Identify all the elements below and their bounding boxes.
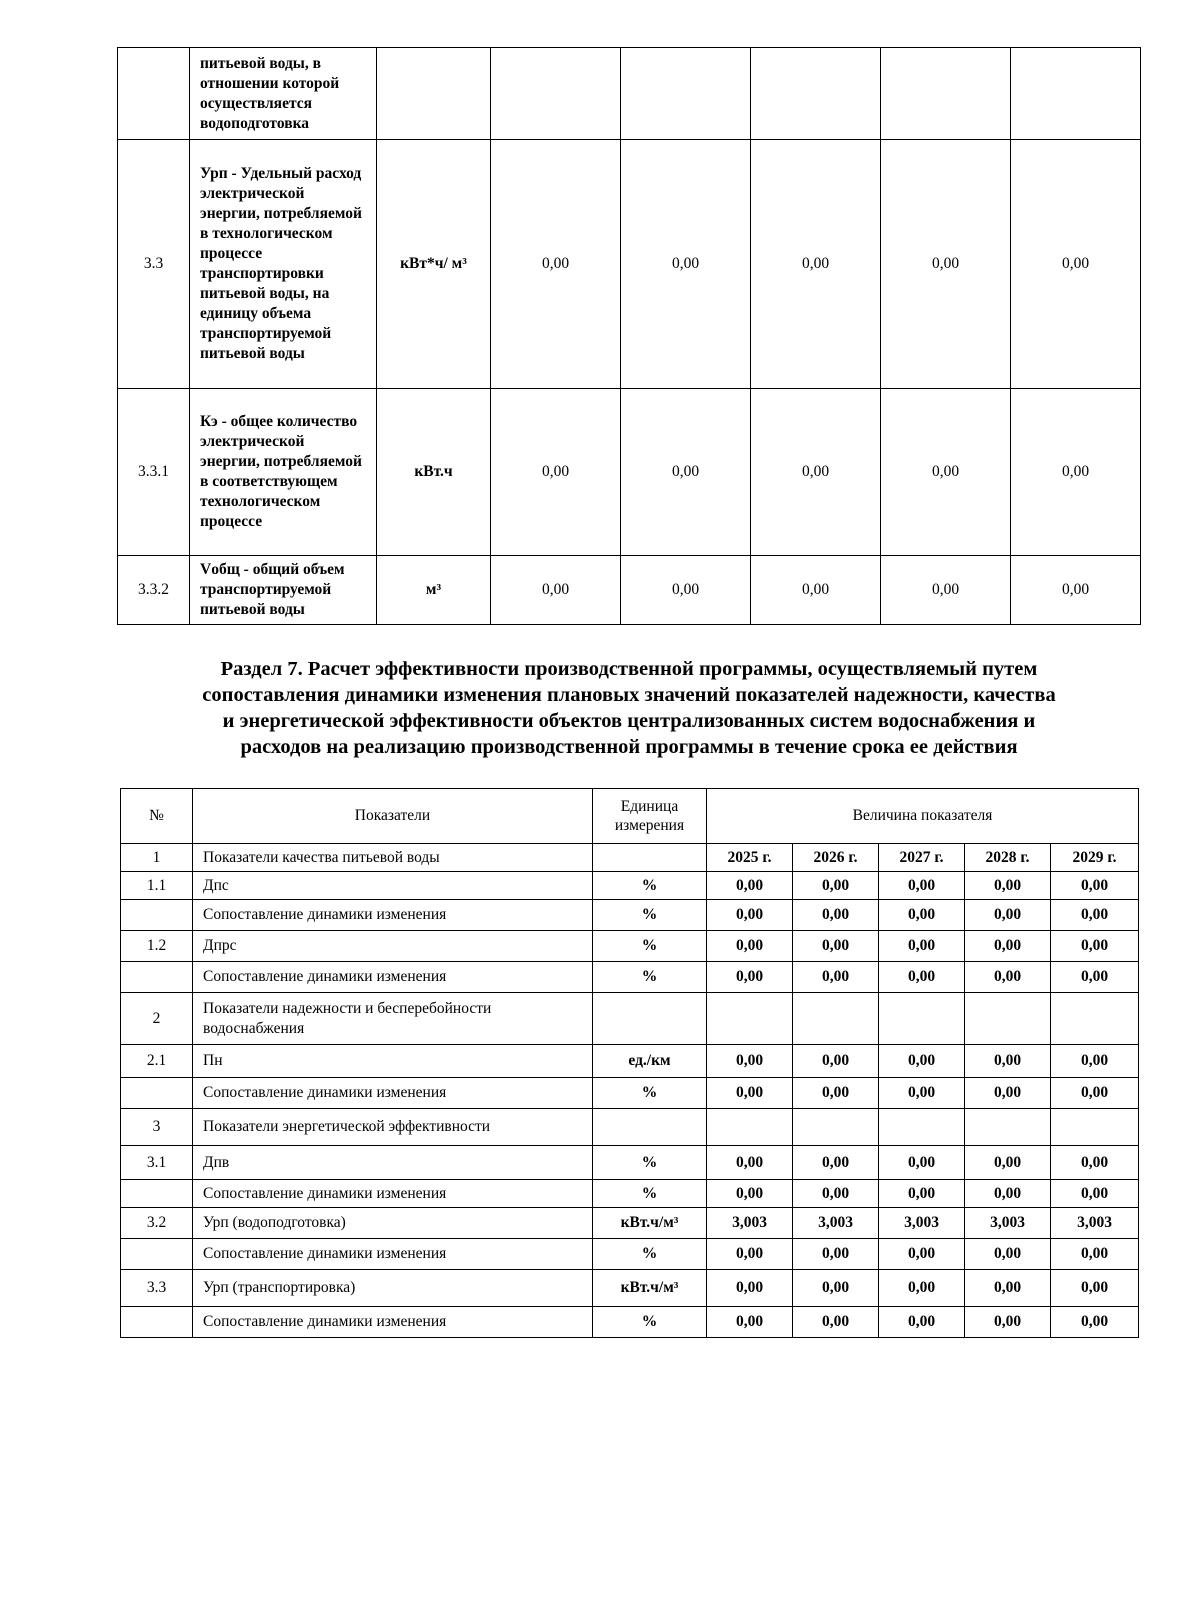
indicator-name: Урп (водоподготовка) (193, 1208, 593, 1239)
row-number (121, 1078, 193, 1109)
row-number: 1 (121, 844, 193, 872)
value-cell (793, 1109, 879, 1146)
value-cell: 0,00 (965, 1180, 1051, 1208)
value-cell: 0,00 (879, 872, 965, 900)
value-cell: 0,00 (793, 962, 879, 993)
value-cell: 0,00 (1011, 389, 1141, 556)
table-row (121, 1180, 1139, 1208)
heading-line: и энергетической эффективности объектов централизованных систем водоснабжения и (222, 710, 1036, 732)
value-cell: 0,00 (879, 1307, 965, 1338)
value-cell (879, 993, 965, 1045)
table-row (121, 844, 1139, 872)
table-row (121, 1239, 1139, 1270)
value-cell: 0,00 (707, 1307, 793, 1338)
value-cell: 0,00 (881, 140, 1011, 389)
value-cell: 0,00 (1011, 140, 1141, 389)
value-cell: 0,00 (707, 962, 793, 993)
value-cell: 3,003 (793, 1208, 879, 1239)
value-cell: 0,00 (879, 1045, 965, 1078)
unit-cell (377, 48, 491, 140)
year-cell: 2029 г. (1051, 844, 1139, 872)
value-cell: 0,00 (1051, 931, 1139, 962)
value-cell (707, 1109, 793, 1146)
value-cell (1051, 1109, 1139, 1146)
table-row (118, 556, 1141, 625)
row-number (121, 1180, 193, 1208)
value-cell: 0,00 (1051, 1045, 1139, 1078)
header-unit-line: измерения (614, 817, 685, 834)
table-row (121, 1270, 1139, 1307)
year-cell: 2028 г. (965, 844, 1051, 872)
value-cell: 0,00 (965, 1239, 1051, 1270)
value-cell: 0,00 (621, 556, 751, 625)
row-number: 3.3.2 (118, 556, 190, 625)
indicator-name: Сопоставление динамики изменения (193, 1078, 593, 1109)
table-row (121, 1078, 1139, 1109)
indicator-name: Сопоставление динамики изменения (193, 900, 593, 931)
value-cell: 0,00 (879, 1078, 965, 1109)
unit-cell: кВт.ч/м³ (593, 1270, 707, 1307)
value-cell: 0,00 (707, 1045, 793, 1078)
value-cell (707, 993, 793, 1045)
value-cell: 0,00 (707, 1239, 793, 1270)
indicator-description: питьевой воды, в отношении которой осуществляется водоподготовка (190, 48, 377, 140)
table-row (121, 993, 1139, 1045)
indicator-name: Сопоставление динамики изменения (193, 1307, 593, 1338)
unit-cell: ед./км (593, 1045, 707, 1078)
row-number: 2.1 (121, 1045, 193, 1078)
value-cell: 0,00 (1051, 1146, 1139, 1180)
value-cell: 0,00 (621, 389, 751, 556)
row-number (118, 48, 190, 140)
unit-cell: % (593, 1180, 707, 1208)
value-cell: 0,00 (793, 1146, 879, 1180)
row-number: 1.1 (121, 872, 193, 900)
header-indicators: Показатели (193, 789, 593, 844)
row-number: 3.1 (121, 1146, 193, 1180)
value-cell: 0,00 (1051, 1307, 1139, 1338)
value-cell: 0,00 (793, 931, 879, 962)
indicator-name: Дпс (193, 872, 593, 900)
value-cell: 0,00 (1051, 1180, 1139, 1208)
value-cell: 0,00 (707, 1180, 793, 1208)
efficiency-comparison-table (120, 788, 1139, 1338)
value-cell: 0,00 (881, 389, 1011, 556)
value-cell: 0,00 (879, 962, 965, 993)
value-cell: 0,00 (793, 1180, 879, 1208)
row-number (121, 1239, 193, 1270)
row-number (121, 1307, 193, 1338)
heading-line: Раздел 7. Расчет эффективности производственной программы, осуществляемый путем (220, 658, 1038, 680)
unit-cell: % (593, 1307, 707, 1338)
unit-cell: % (593, 1146, 707, 1180)
value-cell: 0,00 (965, 872, 1051, 900)
value-cell: 0,00 (965, 900, 1051, 931)
unit-cell: % (593, 931, 707, 962)
unit-cell (593, 1109, 707, 1146)
value-cell: 0,00 (965, 1307, 1051, 1338)
indicator-name: Сопоставление динамики изменения (193, 1180, 593, 1208)
unit-cell: % (593, 1239, 707, 1270)
table-row (121, 1208, 1139, 1239)
unit-cell: % (593, 872, 707, 900)
row-number: 3.2 (121, 1208, 193, 1239)
indicator-name: Дпрс (193, 931, 593, 962)
value-cell: 0,00 (707, 1078, 793, 1109)
unit-cell: м³ (377, 556, 491, 625)
row-number (121, 962, 193, 993)
value-cell: 0,00 (491, 389, 621, 556)
value-cell: 0,00 (1051, 1270, 1139, 1307)
table-row (118, 389, 1141, 556)
value-cell (965, 993, 1051, 1045)
year-cell: 2027 г. (879, 844, 965, 872)
unit-cell: кВт.ч (377, 389, 491, 556)
indicator-description: Урп - Удельный расход электрической энергии, потребляемой в технологическом процессе транспортировки питьевой воды, на единицу объема транспортируемой питьевой воды (190, 140, 377, 389)
unit-cell: % (593, 1078, 707, 1109)
header-number: № (121, 789, 193, 844)
value-cell: 0,00 (793, 1307, 879, 1338)
unit-cell: % (593, 900, 707, 931)
unit-cell (593, 844, 707, 872)
header-unit (593, 789, 707, 844)
value-cell: 3,003 (1051, 1208, 1139, 1239)
indicator-description: Кэ - общее количество электрической энергии, потребляемой в соответствующем технологическом процессе (190, 389, 377, 556)
value-cell: 0,00 (491, 556, 621, 625)
indicator-name: Урп (транспортировка) (193, 1270, 593, 1307)
value-cell (491, 48, 621, 140)
year-cell: 2025 г. (707, 844, 793, 872)
value-cell (751, 48, 881, 140)
value-cell: 0,00 (965, 1078, 1051, 1109)
value-cell: 0,00 (793, 872, 879, 900)
unit-cell: кВт*ч/ м³ (377, 140, 491, 389)
unit-cell: кВт.ч/м³ (593, 1208, 707, 1239)
efficiency-indicators-table-continuation (117, 47, 1141, 625)
table-row (121, 1307, 1139, 1338)
value-cell: 0,00 (879, 1146, 965, 1180)
value-cell: 0,00 (965, 1270, 1051, 1307)
value-cell: 0,00 (879, 1270, 965, 1307)
value-cell: 0,00 (707, 900, 793, 931)
value-cell: 0,00 (1051, 872, 1139, 900)
unit-cell: % (593, 962, 707, 993)
indicator-name: Сопоставление динамики изменения (193, 1239, 593, 1270)
value-cell: 0,00 (879, 931, 965, 962)
indicator-name: Пн (193, 1045, 593, 1078)
value-cell (879, 1109, 965, 1146)
heading-line: сопоставления динамики изменения плановых значений показателей надежности, качества (202, 684, 1056, 706)
unit-cell (593, 993, 707, 1045)
value-cell: 0,00 (1011, 556, 1141, 625)
row-number: 2 (121, 993, 193, 1045)
value-cell: 0,00 (707, 1146, 793, 1180)
table-row (121, 962, 1139, 993)
indicator-name: Сопоставление динамики изменения (193, 962, 593, 993)
value-cell: 0,00 (965, 931, 1051, 962)
value-cell: 0,00 (751, 556, 881, 625)
table-row (121, 1146, 1139, 1180)
value-cell: 0,00 (707, 931, 793, 962)
value-cell: 0,00 (1051, 1239, 1139, 1270)
value-cell: 0,00 (879, 1180, 965, 1208)
value-cell (621, 48, 751, 140)
value-cell: 0,00 (793, 1045, 879, 1078)
row-number: 1.2 (121, 931, 193, 962)
value-cell: 3,003 (707, 1208, 793, 1239)
heading-line: расходов на реализацию производственной программы в течение срока ее действия (240, 736, 1018, 758)
indicator-name: Показатели энергетической эффективности (193, 1109, 593, 1146)
value-cell: 0,00 (793, 900, 879, 931)
value-cell (965, 1109, 1051, 1146)
table-row (118, 140, 1141, 389)
value-cell: 3,003 (965, 1208, 1051, 1239)
value-cell: 0,00 (793, 1078, 879, 1109)
value-cell: 0,00 (1051, 900, 1139, 931)
value-cell: 0,00 (707, 1270, 793, 1307)
row-number: 3.3 (121, 1270, 193, 1307)
header-unit-line: Единица (620, 798, 679, 815)
header-value: Величина показателя (707, 789, 1139, 844)
row-number: 3 (121, 1109, 193, 1146)
value-cell (1051, 993, 1139, 1045)
value-cell: 0,00 (707, 872, 793, 900)
value-cell: 0,00 (879, 900, 965, 931)
table-row (121, 900, 1139, 931)
value-cell: 0,00 (879, 1239, 965, 1270)
value-cell: 0,00 (1051, 1078, 1139, 1109)
value-cell: 0,00 (793, 1239, 879, 1270)
value-cell: 0,00 (491, 140, 621, 389)
year-cell: 2026 г. (793, 844, 879, 872)
value-cell (793, 993, 879, 1045)
indicator-description: Vобщ - общий объем транспортируемой питьевой воды (190, 556, 377, 625)
value-cell: 0,00 (621, 140, 751, 389)
row-number: 3.3.1 (118, 389, 190, 556)
value-cell: 0,00 (965, 1146, 1051, 1180)
indicator-name: Дпв (193, 1146, 593, 1180)
table-row (118, 48, 1141, 140)
indicator-name: Показатели качества питьевой воды (193, 844, 593, 872)
value-cell (881, 48, 1011, 140)
value-cell: 0,00 (751, 140, 881, 389)
value-cell: 0,00 (751, 389, 881, 556)
table-row (121, 1045, 1139, 1078)
row-number (121, 900, 193, 931)
row-number: 3.3 (118, 140, 190, 389)
table-row (121, 931, 1139, 962)
value-cell: 0,00 (965, 1045, 1051, 1078)
value-cell: 0,00 (793, 1270, 879, 1307)
value-cell: 0,00 (881, 556, 1011, 625)
table-header-row (121, 789, 1139, 844)
value-cell (1011, 48, 1141, 140)
table-row (121, 872, 1139, 900)
value-cell: 0,00 (965, 962, 1051, 993)
value-cell: 0,00 (1051, 962, 1139, 993)
value-cell: 3,003 (879, 1208, 965, 1239)
indicator-name: Показатели надежности и бесперебойности водоснабжения (193, 993, 593, 1045)
section-7-heading (120, 656, 1138, 760)
table-row (121, 1109, 1139, 1146)
